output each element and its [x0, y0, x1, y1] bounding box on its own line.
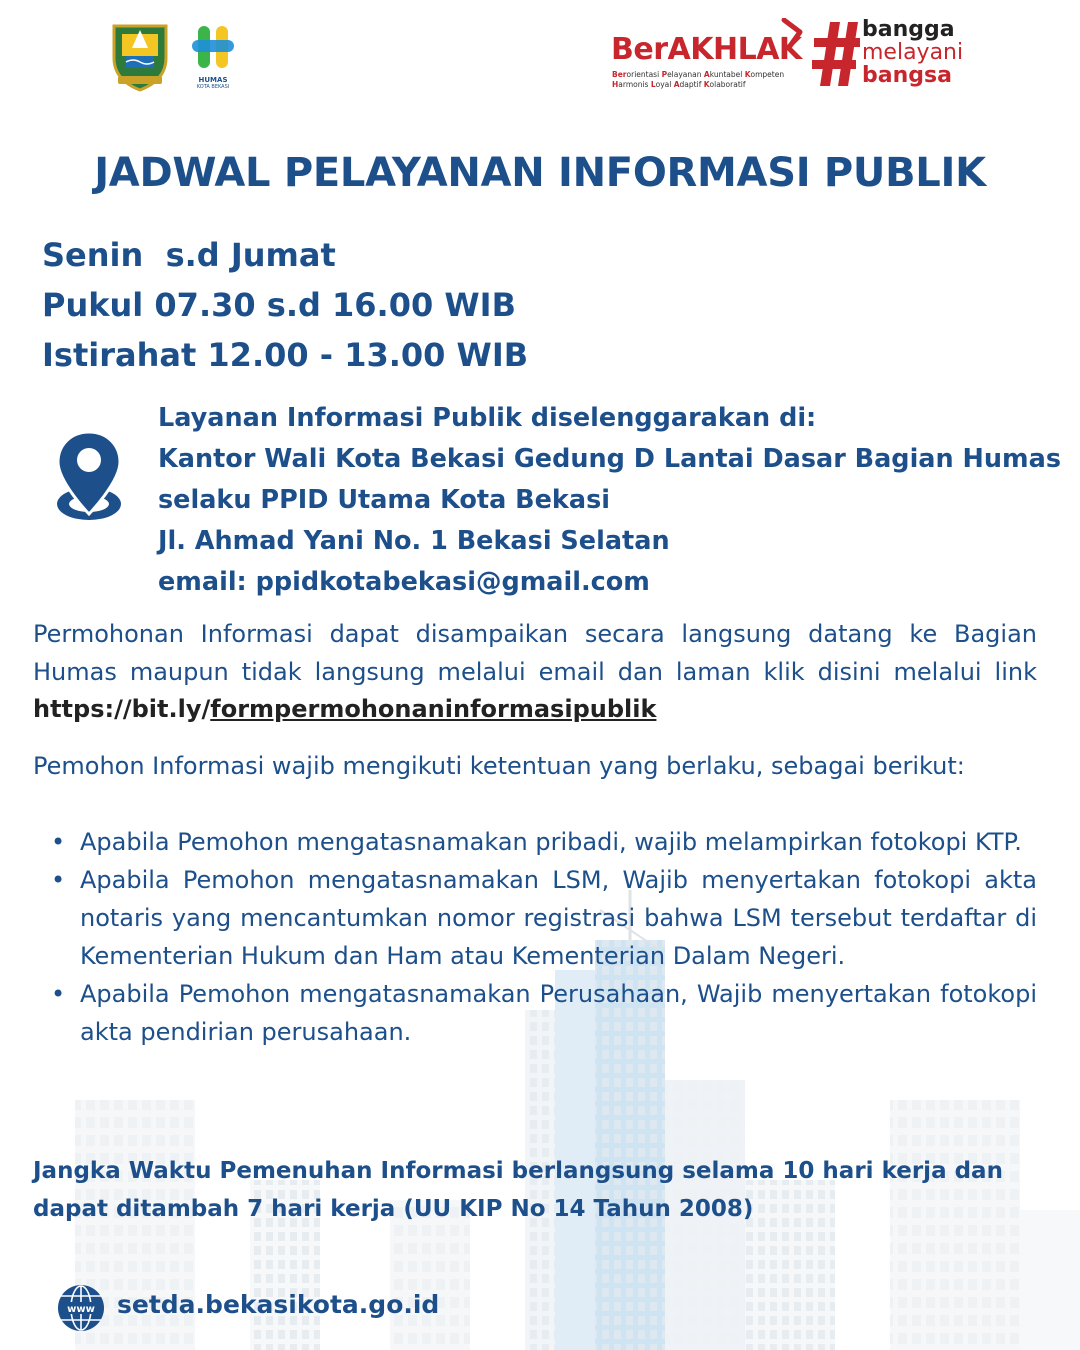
bangga-melayani-bangsa-logo [862, 18, 963, 87]
berakhlak-chevron-icon [780, 18, 806, 48]
tagline-initial: L [650, 80, 656, 89]
location-pin-icon [54, 430, 124, 526]
bangga-line-3: bangsa [862, 63, 952, 88]
tagline-word-rest: orientasi [626, 70, 662, 79]
tagline-word-rest: elayanan [667, 70, 704, 79]
berakhlak-logo-text: BerAKHLAK [611, 32, 802, 67]
humas-sub-label: KOTA BEKASI [196, 84, 230, 90]
location-address: Jl. Ahmad Yani No. 1 Bekasi Selatan [158, 526, 670, 556]
location-line-2: selaku PPID Utama Kota Bekasi [158, 485, 611, 515]
humas-label: HUMAS [198, 76, 228, 84]
bangga-line-2: melayani [862, 40, 964, 65]
tagline-word-rest: olaboratif [709, 80, 746, 89]
service-location [158, 398, 1061, 603]
requirements-list [33, 823, 1037, 1051]
website-link[interactable]: setda.bekasikota.go.id [117, 1290, 440, 1319]
tagline-initial: Ber [612, 70, 627, 79]
requirements-intro: Pemohon Informasi wajib mengikuti ketentuan yang berlaku, sebagai berikut: [33, 752, 965, 780]
location-email[interactable]: email: ppidkotabekasi@gmail.com [158, 567, 650, 597]
tagline-initial: A [673, 80, 680, 89]
tagline-word-rest: oyal [655, 80, 674, 89]
berakhlak-tagline-line-2 [612, 80, 784, 90]
request-link-prefix: https://bit.ly/ [33, 695, 211, 723]
request-paragraph [33, 616, 1037, 729]
tagline-initial: P [661, 70, 668, 79]
fulfillment-timeframe: Jangka Waktu Pemenuhan Informasi berlangsung selama 10 hari kerja dan dapat ditambah 7 hari kerja (UU KIP No 14 Tahun 2008) [33, 1158, 1003, 1222]
list-item: • Apabila Pemohon mengatasnamakan Perusahaan, Wajib menyertakan fotokopi akta pendirian perusahaan. [33, 975, 1037, 1051]
schedule-break: Istirahat 12.00 - 13.00 WIB [42, 336, 529, 374]
globe-icon-label: www [67, 1304, 95, 1315]
location-heading: Layanan Informasi Publik diselenggarakan di: [158, 403, 817, 433]
tagline-initial: H [612, 80, 619, 89]
globe-icon [56, 1283, 106, 1333]
tagline-word-rest: kuntabel [709, 70, 745, 79]
list-item: • Apabila Pemohon mengatasnamakan pribadi, wajib melampirkan fotokopi KTP. [33, 823, 1037, 861]
kota-bekasi-emblem-logo [108, 18, 172, 92]
berakhlak-tagline-line-1 [612, 70, 784, 80]
page-title: JADWAL PELAYANAN INFORMASI PUBLIK [94, 150, 986, 196]
tagline-word-rest: daptif [679, 80, 704, 89]
tagline-initial: K [744, 70, 751, 79]
bangga-line-1: bangga [862, 17, 955, 42]
request-text: Permohonan Informasi dapat disampaikan secara langsung datang ke Bagian Humas maupun tidak langsung melalui email dan laman klik disini melalui link [33, 620, 1037, 686]
tagline-word-rest: ompeten [750, 70, 785, 79]
tagline-word-rest: armonis [618, 80, 651, 89]
request-link-path: formpermohonaninformasipublik [210, 695, 657, 723]
service-schedule [42, 230, 528, 380]
tagline-initial: A [703, 70, 710, 79]
hashtag-icon [812, 20, 862, 88]
request-form-link[interactable] [33, 695, 656, 723]
location-line-1: Kantor Wali Kota Bekasi Gedung D Lantai Dasar Bagian Humas [158, 444, 1061, 474]
tagline-initial: K [703, 80, 710, 89]
schedule-days: Senin s.d Jumat [42, 236, 336, 274]
schedule-hours: Pukul 07.30 s.d 16.00 WIB [42, 286, 516, 324]
list-item: • Apabila Pemohon mengatasnamakan LSM, Wajib menyertakan fotokopi akta notaris yang mencantumkan nomor registrasi bahwa LSM tersebut terdaftar di Kementerian Hukum dan Ham atau Kementerian Dalam Negeri. [33, 861, 1037, 975]
berakhlak-tagline [612, 70, 784, 90]
